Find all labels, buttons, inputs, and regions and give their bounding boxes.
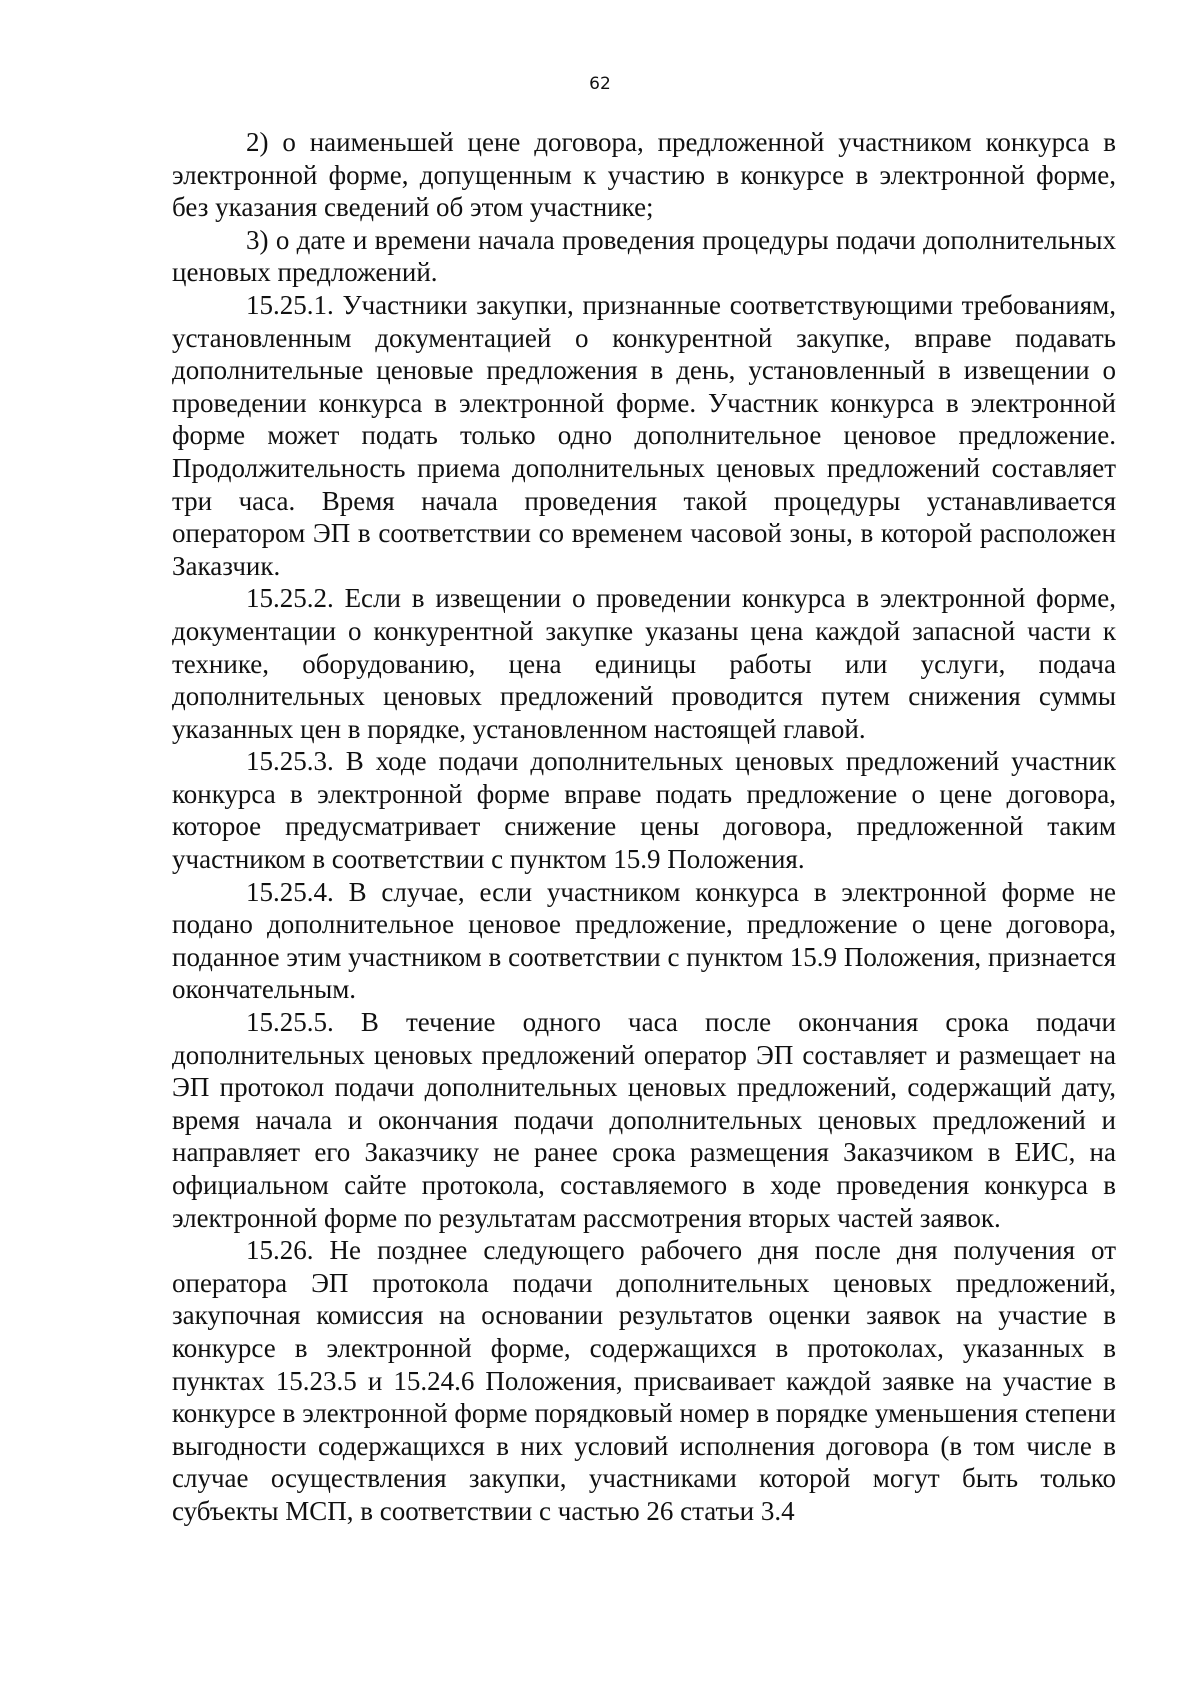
paragraph-15-26: 15.26. Не позднее следующего рабочего дня после дня получения от оператора ЭП протокола подачи дополнительных ценовых предложений, закупочная комиссия на основании результатов оценки заявок на участие в конкурсе в электронной форме, содержащихся в протоколах, указанных в пунктах 15.23.5 и 15.24.6 Положения, присваивает каждой заявке на участие в конкурсе в электронной форме порядковый номер в порядке уменьшения степени выгодности содержащихся в них условий исполнения договора (в том числе в случае осуществления закупки, участниками которой могут быть только субъекты МСП, в соответствии с частью 26 статьи 3.4 bbox=[172, 1235, 1116, 1526]
paragraph-15-25-1: 15.25.1. Участники закупки, признанные соответствующими требованиям, установленным документацией о конкурентной закупке, вправе подавать дополнительные ценовые предложения в день, установленный в извещении о проведении конкурса в электронной форме. Участник конкурса в электронной форме может подать только одно дополнительное ценовое предложение. Продолжительность приема дополнительных ценовых предложений составляет три часа. Время начала проведения такой процедуры устанавливается оператором ЭП в соответствии со временем часовой зоны, в которой расположен Заказчик. bbox=[172, 289, 1116, 581]
page-body bbox=[172, 126, 1116, 1528]
paragraph-item-2: 2) о наименьшей цене договора, предложенной участником конкурса в электронной форме, допущенным к участию в конкурсе в электронной форме, без указания сведений об этом участнике; bbox=[172, 127, 1116, 223]
paragraph-15-25-2: 15.25.2. Если в извещении о проведении конкурса в электронной форме, документации о конкурентной закупке указаны цена каждой запасной части к технике, оборудованию, цена единицы работы или услуги, подача дополнительных ценовых предложений проводится путем снижения суммы указанных цен в порядке, установленном настоящей главой. bbox=[172, 583, 1116, 744]
paragraph-15-25-5: 15.25.5. В течение одного часа после окончания срока подачи дополнительных ценовых предложений оператор ЭП составляет и размещает на ЭП протокол подачи дополнительных ценовых предложений, содержащий дату, время начала и окончания подачи дополнительных ценовых предложений и направляет его Заказчику не ранее срока размещения Заказчиком в ЕИС, на официальном сайте протокола, составляемого в ходе проведения конкурса в электронной форме по результатам рассмотрения вторых частей заявок. bbox=[172, 1007, 1116, 1233]
paragraph-15-25-4: 15.25.4. В случае, если участником конкурса в электронной форме не подано дополнительное ценовое предложение, предложение о цене договора, поданное этим участником в соответствии с пунктом 15.9 Положения, признается окончательным. bbox=[172, 876, 1116, 1005]
page-number: 62 bbox=[589, 74, 611, 94]
paragraph-item-3: 3) о дате и времени начала проведения процедуры подачи дополнительных ценовых предложений. bbox=[172, 224, 1116, 288]
paragraph-15-25-3: 15.25.3. В ходе подачи дополнительных ценовых предложений участник конкурса в электронной форме вправе подать предложение о цене договора, которое предусматривает снижение цены договора, предложенной таким участником в соответствии с пунктом 15.9 Положения. bbox=[172, 746, 1116, 875]
